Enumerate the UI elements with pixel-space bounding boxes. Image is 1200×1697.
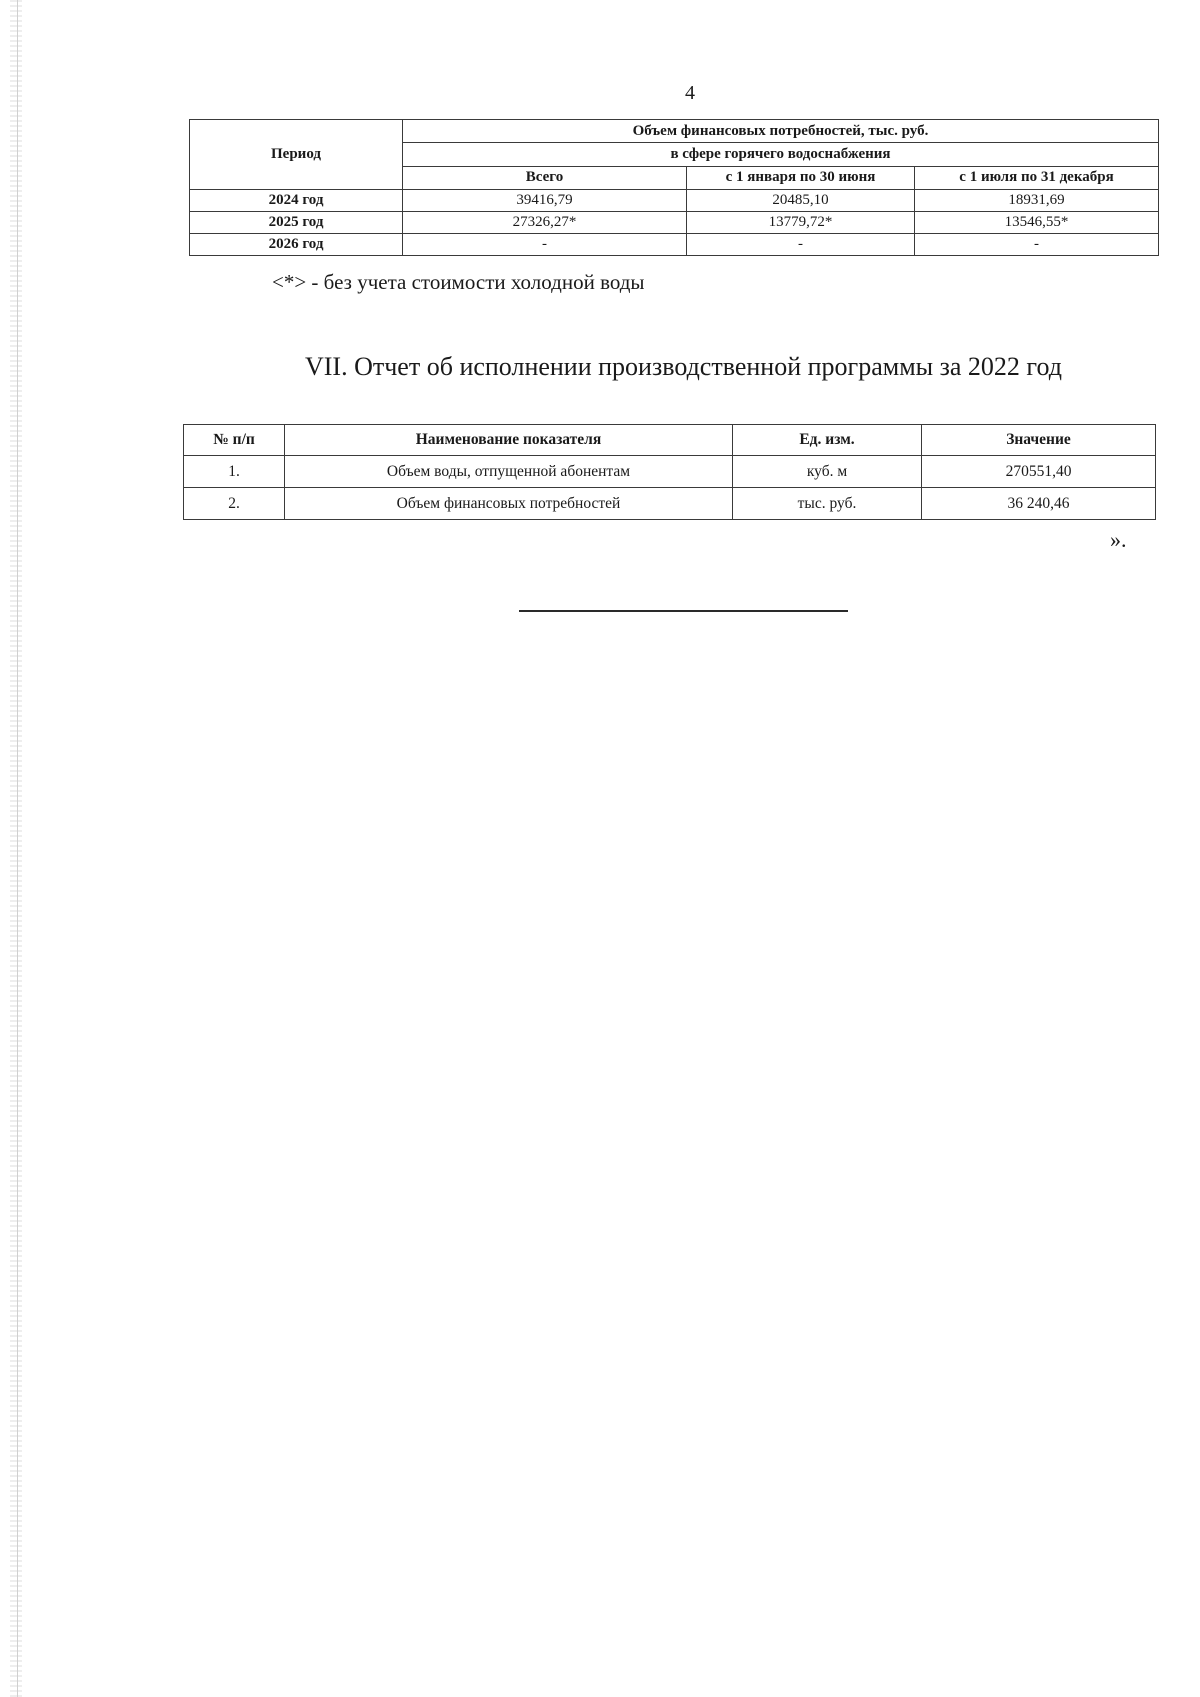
period-header: Период <box>190 120 403 190</box>
period-cell: 2025 год <box>190 212 403 234</box>
second-half-cell: 18931,69 <box>915 190 1159 212</box>
section-title: VII. Отчет об исполнении производственной программы за 2022 год <box>305 352 1062 381</box>
total-cell: 27326,27* <box>403 212 687 234</box>
second-half-cell: - <box>915 234 1159 256</box>
table-row <box>190 212 1159 234</box>
total-cell: 39416,79 <box>403 190 687 212</box>
number-cell: 1. <box>184 456 285 488</box>
program-report-table <box>183 424 1156 520</box>
footnote: <*> - без учета стоимости холодной воды <box>272 270 645 294</box>
table-row <box>190 234 1159 256</box>
column-header-indicator: Наименование показателя <box>285 425 733 456</box>
unit-cell: куб. м <box>733 456 922 488</box>
total-cell: - <box>403 234 687 256</box>
first-half-cell: 20485,10 <box>687 190 915 212</box>
column-header-total: Всего <box>403 166 687 189</box>
table-row <box>190 190 1159 212</box>
group-header: Объем финансовых потребностей, тыс. руб. <box>403 120 1159 143</box>
scan-edge-line <box>17 0 18 1697</box>
column-header-second-half: с 1 июля по 31 декабря <box>915 166 1159 189</box>
second-half-cell: 13546,55* <box>915 212 1159 234</box>
indicator-cell: Объем финансовых потребностей <box>285 488 733 520</box>
financial-needs-table <box>189 119 1159 256</box>
first-half-cell: 13779,72* <box>687 212 915 234</box>
subgroup-header: в сфере горячего водоснабжения <box>403 143 1159 166</box>
column-header-unit: Ед. изм. <box>733 425 922 456</box>
table-row <box>184 456 1156 488</box>
scan-edge-artifact <box>10 0 22 1697</box>
first-half-cell: - <box>687 234 915 256</box>
page-number: 4 <box>685 82 695 104</box>
table-row <box>184 488 1156 520</box>
unit-cell: тыс. руб. <box>733 488 922 520</box>
value-cell: 270551,40 <box>922 456 1156 488</box>
number-cell: 2. <box>184 488 285 520</box>
column-header-value: Значение <box>922 425 1156 456</box>
closing-quote: ». <box>1110 527 1127 552</box>
value-cell: 36 240,46 <box>922 488 1156 520</box>
period-cell: 2024 год <box>190 190 403 212</box>
column-header-first-half: с 1 января по 30 июня <box>687 166 915 189</box>
indicator-cell: Объем воды, отпущенной абонентам <box>285 456 733 488</box>
period-cell: 2026 год <box>190 234 403 256</box>
end-rule <box>519 610 848 612</box>
column-header-number: № п/п <box>184 425 285 456</box>
